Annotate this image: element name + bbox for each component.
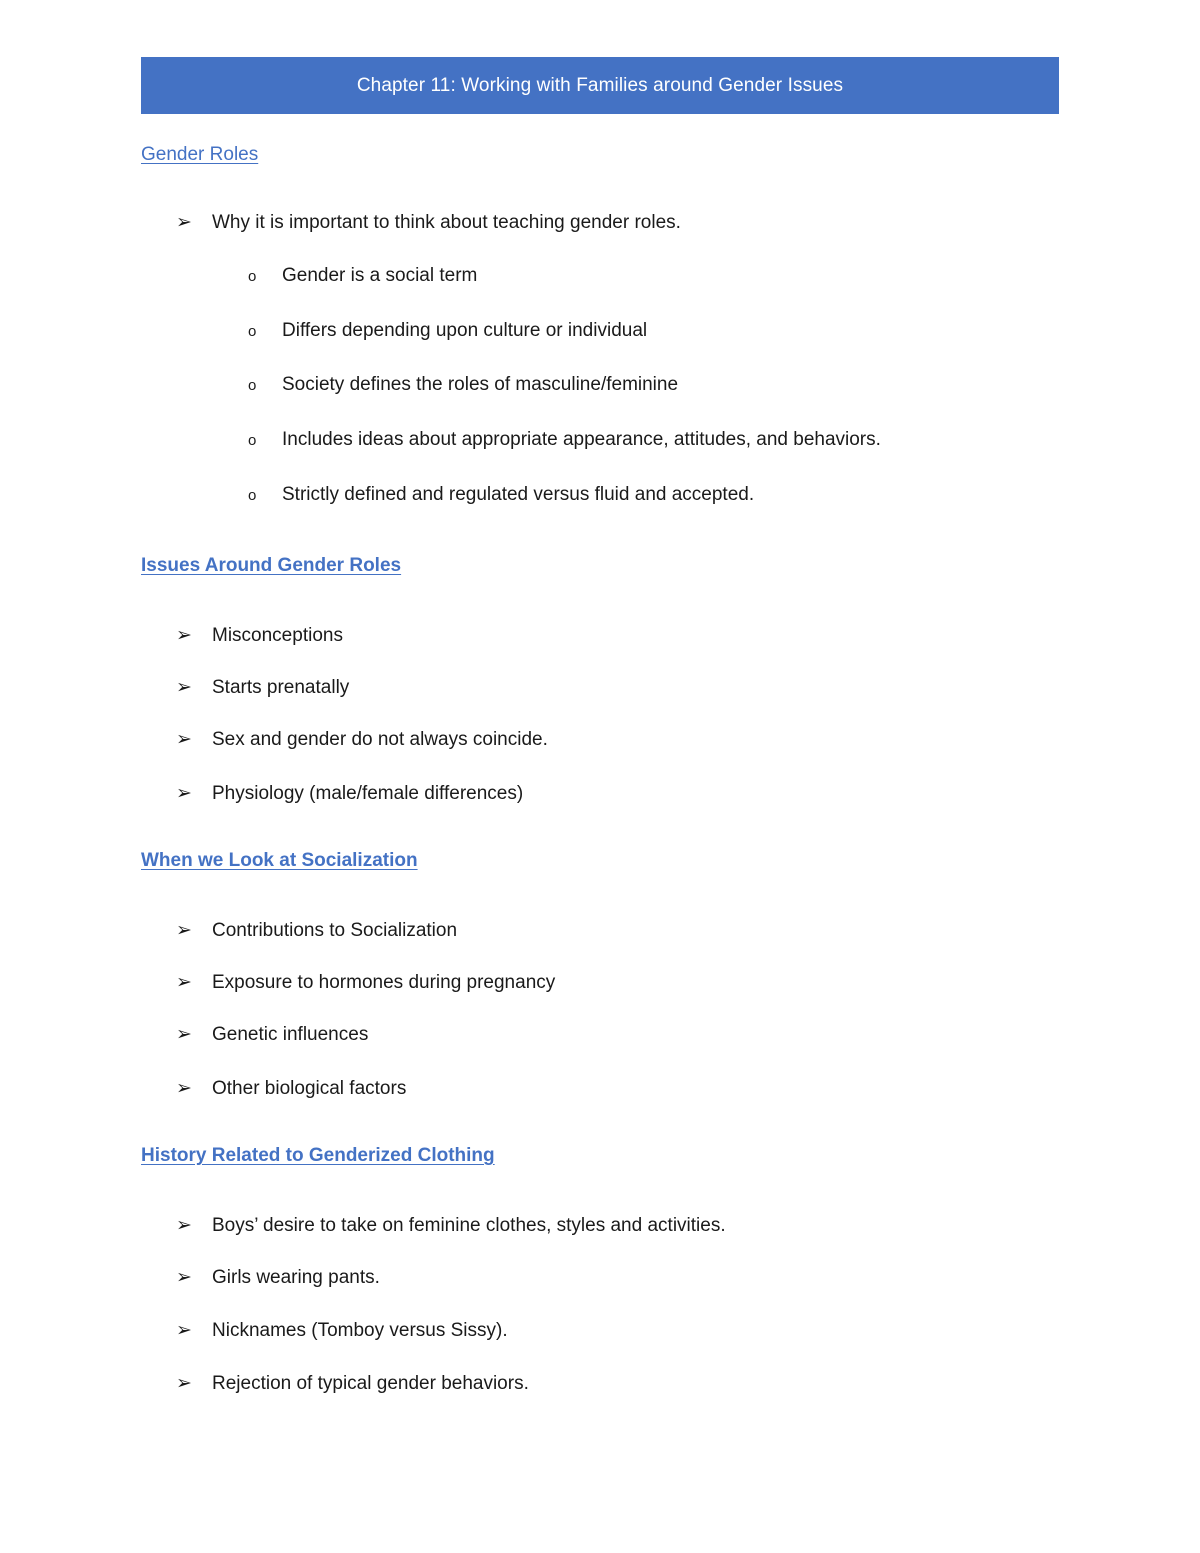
arrow-bullet-icon: ➢ bbox=[176, 1373, 192, 1394]
arrow-bullet-icon: ➢ bbox=[176, 212, 192, 233]
list-item: ➢ Other biological factors bbox=[176, 1077, 407, 1099]
arrow-bullet-icon: ➢ bbox=[176, 783, 192, 804]
chapter-banner bbox=[141, 57, 1059, 114]
list-item: ➢ Genetic influences bbox=[176, 1023, 369, 1045]
heading-issues-around-gender-roles[interactable]: Issues Around Gender Roles bbox=[141, 555, 402, 576]
sub-list-item: o Gender is a social term bbox=[248, 265, 478, 286]
list-item: ➢ Boys’ desire to take on feminine clothes, styles and activities. bbox=[176, 1214, 726, 1236]
list-item: ➢ Starts prenatally bbox=[176, 676, 350, 698]
circle-bullet-icon: o bbox=[248, 322, 257, 340]
arrow-bullet-icon: ➢ bbox=[176, 1215, 192, 1236]
list-item: ➢ Nicknames (Tomboy versus Sissy). bbox=[176, 1319, 508, 1341]
arrow-bullet-icon: ➢ bbox=[176, 625, 192, 646]
arrow-bullet-icon: ➢ bbox=[176, 972, 192, 993]
heading-socialization[interactable]: When we Look at Socialization bbox=[141, 850, 418, 871]
circle-bullet-icon: o bbox=[248, 431, 257, 449]
arrow-bullet-icon: ➢ bbox=[176, 920, 192, 941]
list-item: ➢ Misconceptions bbox=[176, 624, 343, 646]
arrow-bullet-icon: ➢ bbox=[176, 1024, 192, 1045]
sub-list-item: o Strictly defined and regulated versus fluid and accepted. bbox=[248, 484, 755, 505]
list-item: ➢ Girls wearing pants. bbox=[176, 1266, 380, 1288]
list-item: ➢ Rejection of typical gender behaviors. bbox=[176, 1372, 529, 1394]
arrow-bullet-icon: ➢ bbox=[176, 1267, 192, 1288]
arrow-bullet-icon: ➢ bbox=[176, 1078, 192, 1099]
list-item: ➢ Contributions to Socialization bbox=[176, 919, 458, 941]
circle-bullet-icon: o bbox=[248, 267, 257, 285]
chapter-title: Chapter 11: Working with Families around Gender Issues bbox=[356, 74, 844, 96]
list-item: ➢ Physiology (male/female differences) bbox=[176, 782, 524, 804]
list-item: ➢ Exposure to hormones during pregnancy bbox=[176, 971, 556, 993]
sub-list-item: o Differs depending upon culture or individual bbox=[248, 320, 648, 341]
arrow-bullet-icon: ➢ bbox=[176, 729, 192, 750]
list-item: ➢ Why it is important to think about teaching gender roles. bbox=[176, 211, 681, 233]
heading-gender-roles[interactable]: Gender Roles bbox=[141, 144, 259, 165]
sub-list-item: o Includes ideas about appropriate appearance, attitudes, and behaviors. bbox=[248, 429, 881, 450]
arrow-bullet-icon: ➢ bbox=[176, 1320, 192, 1341]
circle-bullet-icon: o bbox=[248, 486, 257, 504]
list-item: ➢ Sex and gender do not always coincide. bbox=[176, 728, 548, 750]
sub-list-item: o Society defines the roles of masculine/feminine bbox=[248, 374, 679, 395]
arrow-bullet-icon: ➢ bbox=[176, 677, 192, 698]
circle-bullet-icon: o bbox=[248, 376, 257, 394]
heading-genderized-clothing[interactable]: History Related to Genderized Clothing bbox=[141, 1145, 495, 1166]
